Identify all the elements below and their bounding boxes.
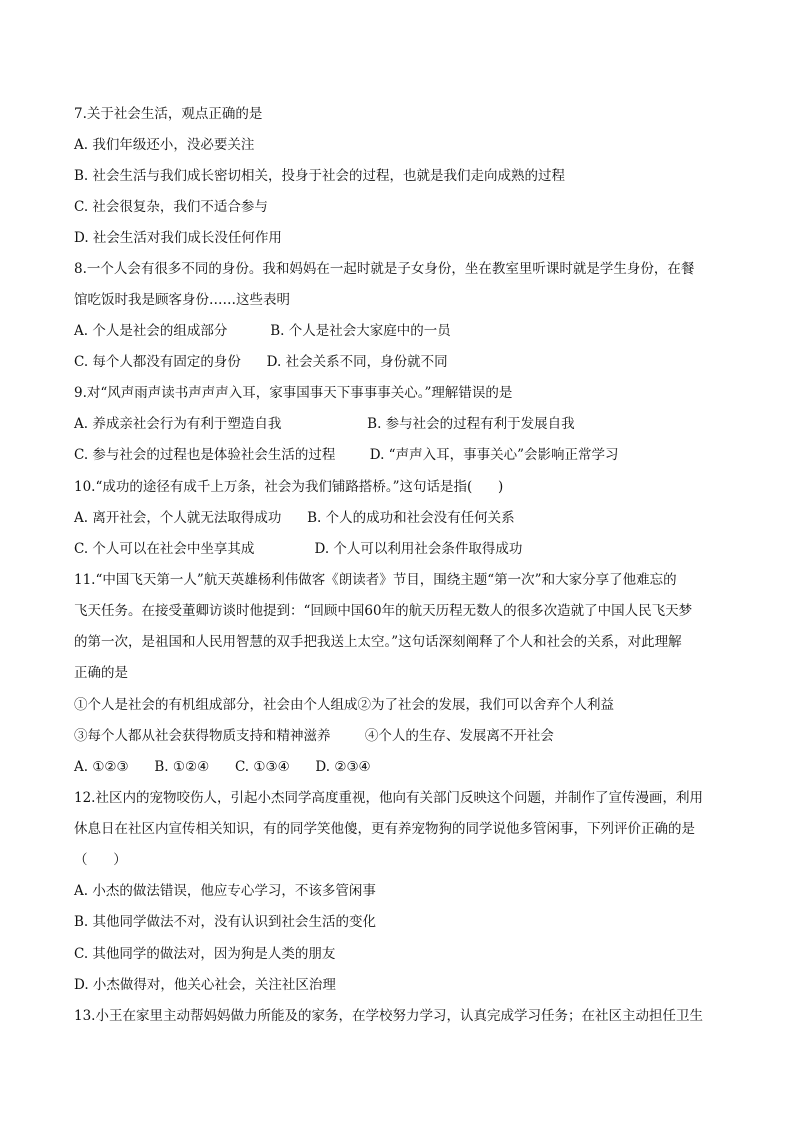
q11-statements-34: ③每个人都从社会获得物质支持和精神滋养 ④个人的生存、发展离不开社会 <box>74 728 554 744</box>
question-7-stem: 7.关于社会生活，观点正确的是 <box>74 106 263 122</box>
q8-options-ab: A. 个人是社会的组成部分 B. 个人是社会大家庭中的一员 <box>74 323 451 339</box>
q9-options-ab: A. 养成亲社会行为有利于塑造自我 B. 参与社会的过程有利于发展自我 <box>74 416 575 432</box>
question-11-stem-line-2: 飞天任务。在接受董卿访谈时他提到：“回顾中国60年的航天历程无数人的很多次造就了中国人民飞天梦 <box>74 603 693 619</box>
q7-option-a: A. 我们年级还小，没必要关注 <box>74 137 255 153</box>
q8-options-cd: C. 每个人都没有固定的身份 D. 社会关系不同，身份就不同 <box>74 354 448 370</box>
question-13-stem-line-1: 13.小王在家里主动帮妈妈做力所能及的家务，在学校努力学习，认真完成学习任务；在社区主动担任卫生 <box>74 1008 703 1024</box>
q12-option-b: B. 其他同学做法不对，没有认识到社会生活的变化 <box>74 914 377 930</box>
q10-options-ab: A. 离开社会，个人就无法取得成功 B. 个人的成功和社会没有任何关系 <box>74 510 515 526</box>
question-11-stem-line-4: 正确的是 <box>74 665 128 681</box>
q12-option-d: D. 小杰做得对，他关心社会，关注社区治理 <box>74 977 336 993</box>
question-11-stem-line-3: 的第一次，是祖国和人民用智慧的双手把我送上太空。”这句话深刻阐释了个人和社会的关系，对此理解 <box>74 634 682 650</box>
q12-option-c: C. 其他同学的做法对，因为狗是人类的朋友 <box>74 946 336 962</box>
question-12-stem-line-1: 12.社区内的宠物咬伤人，引起小杰同学高度重视，他向有关部门反映这个问题，并制作了宣传漫画，利用 <box>74 790 703 806</box>
q7-option-b: B. 社会生活与我们成长密切相关，投身于社会的过程，也就是我们走向成熟的过程 <box>74 168 566 184</box>
question-8-stem-line-1: 8.一个人会有很多不同的身份。我和妈妈在一起时就是子女身份，坐在教室里听课时就是学生身份，在餐 <box>74 261 695 277</box>
q10-options-cd: C. 个人可以在社会中坐享其成 D. 个人可以利用社会条件取得成功 <box>74 541 523 557</box>
q7-option-c: C. 社会很复杂，我们不适合参与 <box>74 199 268 215</box>
question-8-stem-line-2: 馆吃饭时我是顾客身份……这些表明 <box>74 292 290 308</box>
question-12-answer-blank: （ ） <box>74 852 127 868</box>
q9-options-cd: C. 参与社会的过程也是体验社会生活的过程 D. “声声入耳，事事关心”会影响正常学习 <box>74 447 619 463</box>
question-11-stem-line-1: 11.“中国飞天第一人”航天英雄杨利伟做客《朗读者》节目，围绕主题“第一次”和大家分享了他难忘的 <box>74 572 677 588</box>
q11-options: A. ①②③ B. ①②④ C. ①③④ D. ②③④ <box>74 759 371 775</box>
question-10-stem: 10.“成功的途径有成千上万条，社会为我们铺路搭桥。”这句话是指( ) <box>74 479 504 495</box>
question-12-stem-line-2: 休息日在社区内宣传相关知识，有的同学笑他傻，更有养宠物狗的同学说他多管闲事，下列评价正确的是 <box>74 821 695 837</box>
question-9-stem: 9.对“风声雨声读书声声声入耳，家事国事天下事事事关心。”理解错误的是 <box>74 385 513 401</box>
q7-option-d: D. 社会生活对我们成长没任何作用 <box>74 230 282 246</box>
q12-option-a: A. 小杰的做法错误，他应专心学习，不该多管闲事 <box>74 883 376 899</box>
q11-statements-12: ①个人是社会的有机组成部分，社会由个人组成②为了社会的发展，我们可以舍弃个人利益 <box>74 697 614 713</box>
